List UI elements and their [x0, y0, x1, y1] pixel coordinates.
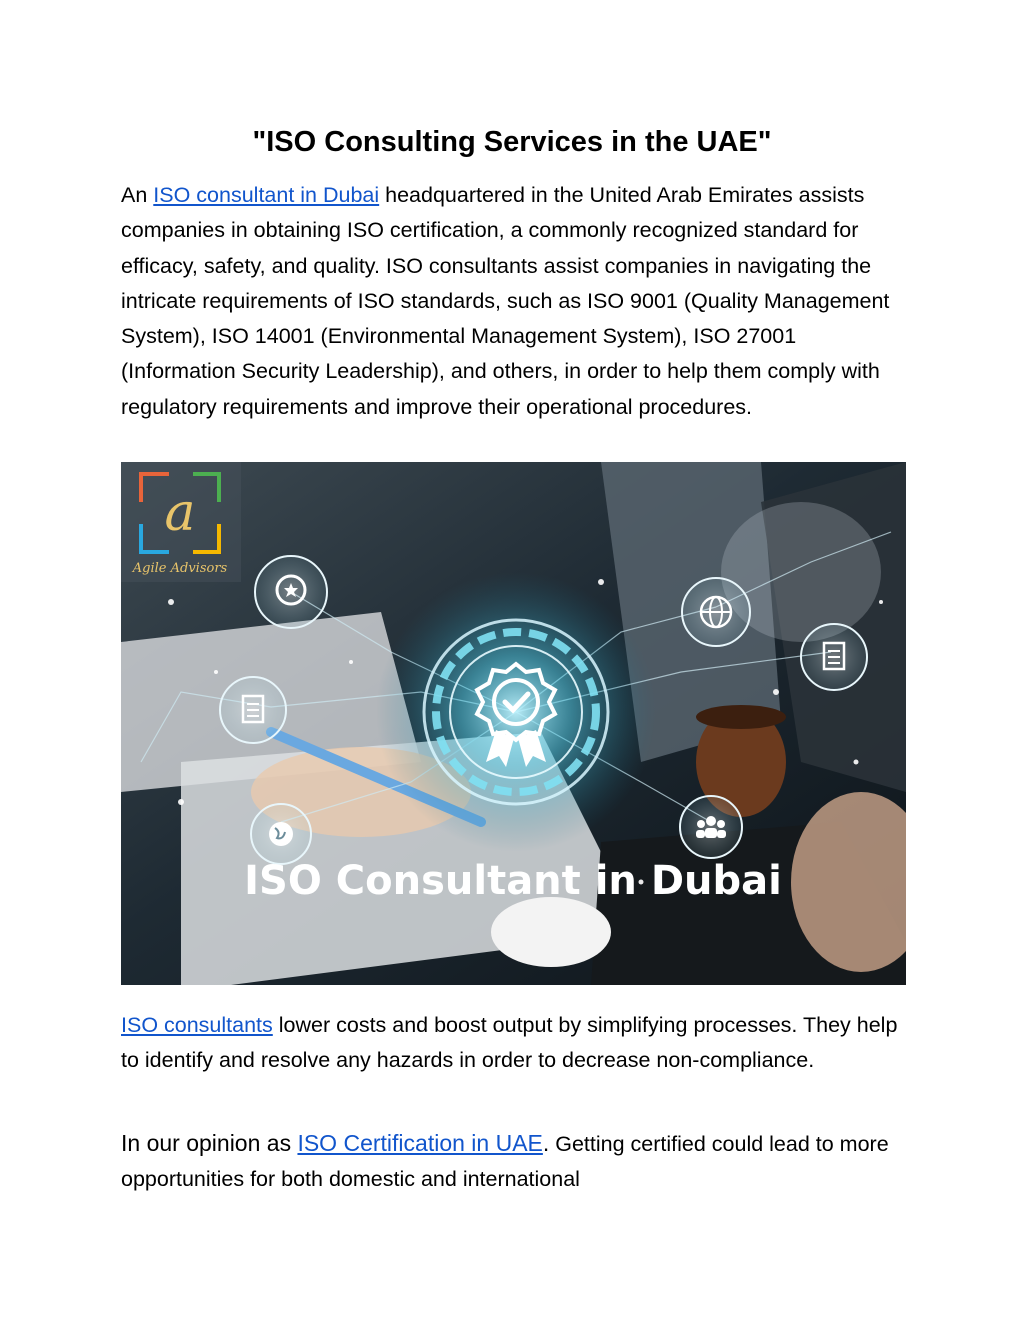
image-caption: ISO Consultant in Dubai	[244, 858, 782, 904]
iso-certification-uae-link[interactable]: ISO Certification in UAE	[297, 1130, 543, 1156]
opinion-paragraph	[121, 1126, 911, 1198]
globe-icon	[682, 578, 750, 646]
intro-prefix: An	[121, 183, 154, 207]
benefits-paragraph	[121, 1008, 911, 1079]
team-icon	[680, 796, 742, 858]
page-title: "ISO Consulting Services in the UAE"	[252, 126, 772, 158]
iso-consultant-dubai-link[interactable]: ISO consultant in Dubai	[153, 183, 380, 207]
globe-icon	[251, 804, 311, 864]
intro-paragraph	[121, 178, 911, 425]
opinion-text: Getting certified could lead to more opportunities for both domestic and international	[121, 1132, 889, 1192]
logo-text: Agile Advisors	[132, 561, 228, 576]
intro-text: headquartered in the United Arab Emirates assists companies in obtaining ISO certification, a commonly recognized standard for efficacy, safety, and quality. ISO consultants assist companies in navigating the intricate requirements of ISO standards, such as ISO 9001 (Quality Management System), ISO 14001 (Environmental Management System), ISO 27001 (Information Security Leadership), and others, in order to help them comply with regulatory requirements and improve their operational procedures.	[121, 183, 890, 419]
document-icon	[220, 677, 286, 743]
award-badge-icon	[255, 556, 327, 628]
hero-image	[121, 462, 906, 985]
logo-letter: a	[164, 483, 196, 543]
iso-consultants-link[interactable]: ISO consultants	[121, 1013, 273, 1037]
opinion-prefix: In our opinion as	[121, 1130, 298, 1156]
document-icon	[801, 624, 867, 690]
benefits-text: lower costs and boost output by simplifying processes. They help to identify and resolve any hazards in order to decrease non-compliance.	[121, 1013, 898, 1073]
opinion-punct: .	[542, 1130, 550, 1156]
